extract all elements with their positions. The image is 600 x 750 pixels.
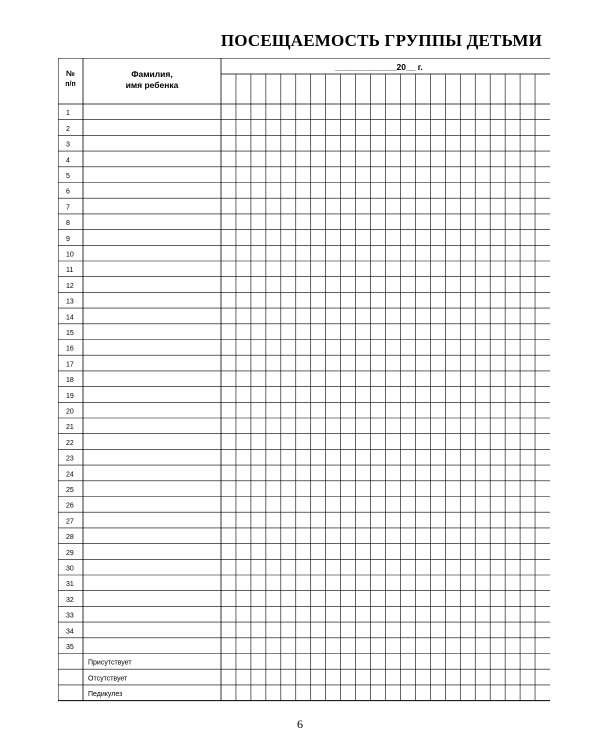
name-column-header-sub: имя ребенка [125,80,179,90]
attendance-table [58,58,550,710]
month-year-header: _____________20__ г. [335,62,423,72]
row-number: 20 [66,408,74,416]
row-number: 22 [66,439,74,447]
row-number: 33 [66,612,74,620]
row-number: 25 [66,487,74,494]
name-column-header: Фамилия, [131,69,173,79]
row-number: 23 [66,455,74,463]
row-number: 7 [66,204,70,212]
row-number: 28 [66,534,74,542]
row-number: 34 [66,628,74,636]
row-number: 27 [66,518,74,526]
row-number: 29 [66,549,74,557]
row-number: 18 [66,377,74,385]
row-number: 13 [66,298,74,306]
row-number: 15 [66,330,74,337]
row-number: 35 [66,644,74,651]
page-title: ПОСЕЩАЕМОСТЬ ГРУППЫ ДЕТЬМИ [220,31,542,50]
number-column-header: № [66,69,75,78]
row-number: 5 [66,173,70,180]
row-number: 26 [66,502,74,510]
summary-row-label: Отсутствует [88,675,128,683]
row-number: 4 [66,157,70,165]
row-number: 21 [66,424,74,432]
row-number: 1 [66,110,70,118]
row-number: 12 [66,282,74,290]
row-number: 31 [66,581,74,589]
row-number: 11 [66,267,74,275]
row-number: 30 [66,565,74,573]
page-number: 6 [297,717,303,731]
row-number: 19 [66,392,74,400]
row-number: 16 [66,345,74,353]
summary-row-label: Присутствует [88,659,132,667]
row-number: 2 [66,125,70,133]
row-number: 32 [66,596,74,604]
row-number: 17 [66,361,74,369]
number-column-header-sub: п/п [65,81,76,88]
row-number: 8 [66,220,70,228]
row-number: 24 [66,471,74,479]
row-number: 9 [66,235,70,243]
summary-row-label: Педикулез [88,691,123,699]
row-number: 3 [66,141,70,149]
row-number: 14 [66,314,74,322]
row-number: 6 [66,188,70,196]
row-number: 10 [66,251,74,259]
